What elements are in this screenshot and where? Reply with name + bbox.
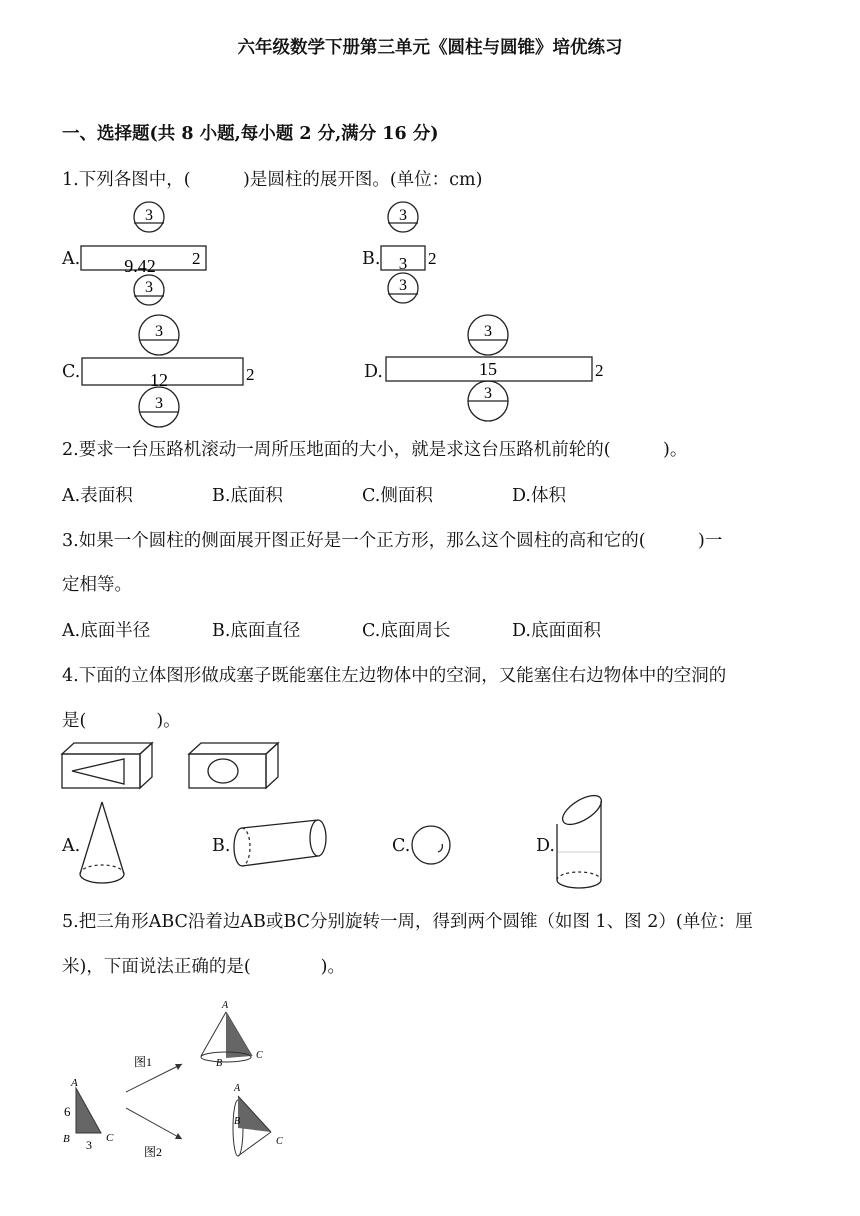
q1a-top-radius: 3 (145, 207, 153, 224)
q3-option-c: C.底面周长 (362, 621, 451, 641)
q5-fig1-c: C (256, 1050, 263, 1061)
q1-option-b-letter: B. (362, 249, 381, 269)
q5-fig2-b: B (234, 1116, 241, 1127)
q1d-bottom-radius: 3 (484, 385, 492, 402)
q5-fig1-a: A (222, 1000, 229, 1011)
q5-label-c: C (106, 1132, 114, 1144)
q1-option-d-letter: D. (364, 362, 383, 382)
q4-option-c-letter: C. (392, 836, 411, 856)
q3-option-d: D.底面面积 (512, 621, 601, 641)
question-5-stem-line1: 5.把三角形ABC沿着边AB或BC分别旋转一周，得到两个圆锥（如图 1、图 2）(单位：厘 (62, 912, 753, 932)
q1d-top-radius: 3 (484, 323, 492, 340)
question-1-stem: 1.下列各图中，( )是圆柱的展开图。(单位：cm) (62, 170, 483, 190)
q1b-length: 3 (398, 254, 408, 273)
q5-rotation-figure (56, 996, 306, 1166)
q4-option-a-letter: A. (62, 836, 81, 856)
q1a-bottom-radius: 3 (145, 279, 153, 296)
q5-fig2-c: C (276, 1136, 283, 1147)
q1c-top-radius: 3 (155, 323, 163, 340)
q5-label-a: A (71, 1077, 78, 1089)
question-3-stem-line2: 定相等。 (62, 575, 132, 595)
q1-net-c (78, 314, 268, 434)
q1-option-a-letter: A. (62, 249, 81, 269)
q4-option-d-letter: D. (536, 836, 555, 856)
q5-fig2-label: 图2 (144, 1145, 163, 1159)
q1-option-c-letter: C. (62, 362, 81, 382)
question-3-stem-line1: 3.如果一个圆柱的侧面展开图正好是一个正方形，那么这个圆柱的高和它的( )一 (62, 531, 723, 551)
q1-net-d (382, 314, 622, 434)
q1b-top-radius: 3 (399, 207, 407, 224)
q1b-width: 2 (428, 249, 437, 268)
q1c-width: 2 (246, 365, 255, 384)
q2-option-c: C.侧面积 (362, 486, 433, 506)
q1b-bottom-radius: 3 (399, 277, 407, 294)
q4-blocks-figure (58, 740, 288, 792)
q5-fig1-label: 图1 (134, 1055, 153, 1069)
q1-net-a (78, 200, 218, 316)
question-5-stem-line2: 米)，下面说法正确的是( )。 (62, 957, 345, 977)
q1a-width: 2 (192, 249, 201, 268)
q4-cone-figure (76, 798, 128, 890)
q5-label-b: B (63, 1133, 70, 1145)
q4-sphere-figure (408, 824, 456, 868)
q3-option-b: B.底面直径 (212, 621, 301, 641)
q2-option-d: D.体积 (512, 486, 566, 506)
section-heading: 一、选择题(共 8 小题,每小题 2 分,满分 16 分) (62, 124, 439, 144)
q2-option-a: A.表面积 (62, 486, 133, 506)
q5-label-ab: 6 (64, 1104, 71, 1119)
q5-fig2-a: A (234, 1083, 241, 1094)
q1a-length: 9.42 (124, 256, 156, 276)
q4-slanted-cylinder-figure (552, 792, 610, 894)
page-title: 六年级数学下册第三单元《圆柱与圆锥》培优练习 (237, 38, 623, 58)
q1d-width: 2 (595, 361, 604, 380)
q1c-bottom-radius: 3 (155, 395, 163, 412)
question-4-stem-line1: 4.下面的立体图形做成塞子既能塞住左边物体中的空洞，又能塞住右边物体中的空洞的 (62, 666, 727, 686)
q4-option-b-letter: B. (212, 836, 231, 856)
q1c-length: 12 (150, 370, 168, 390)
q4-cylinder-horizontal-figure (228, 815, 332, 871)
question-4-stem-line2: 是( )。 (62, 711, 181, 731)
q2-option-b: B.底面积 (212, 486, 283, 506)
q1-net-b (376, 200, 456, 316)
q1d-length: 15 (479, 359, 497, 379)
question-2-stem: 2.要求一台压路机滚动一周所压地面的大小，就是求这台压路机前轮的( )。 (62, 440, 688, 460)
q3-option-a: A.底面半径 (62, 621, 151, 641)
q5-label-bc: 3 (86, 1138, 92, 1152)
q5-fig1-b: B (216, 1058, 223, 1069)
